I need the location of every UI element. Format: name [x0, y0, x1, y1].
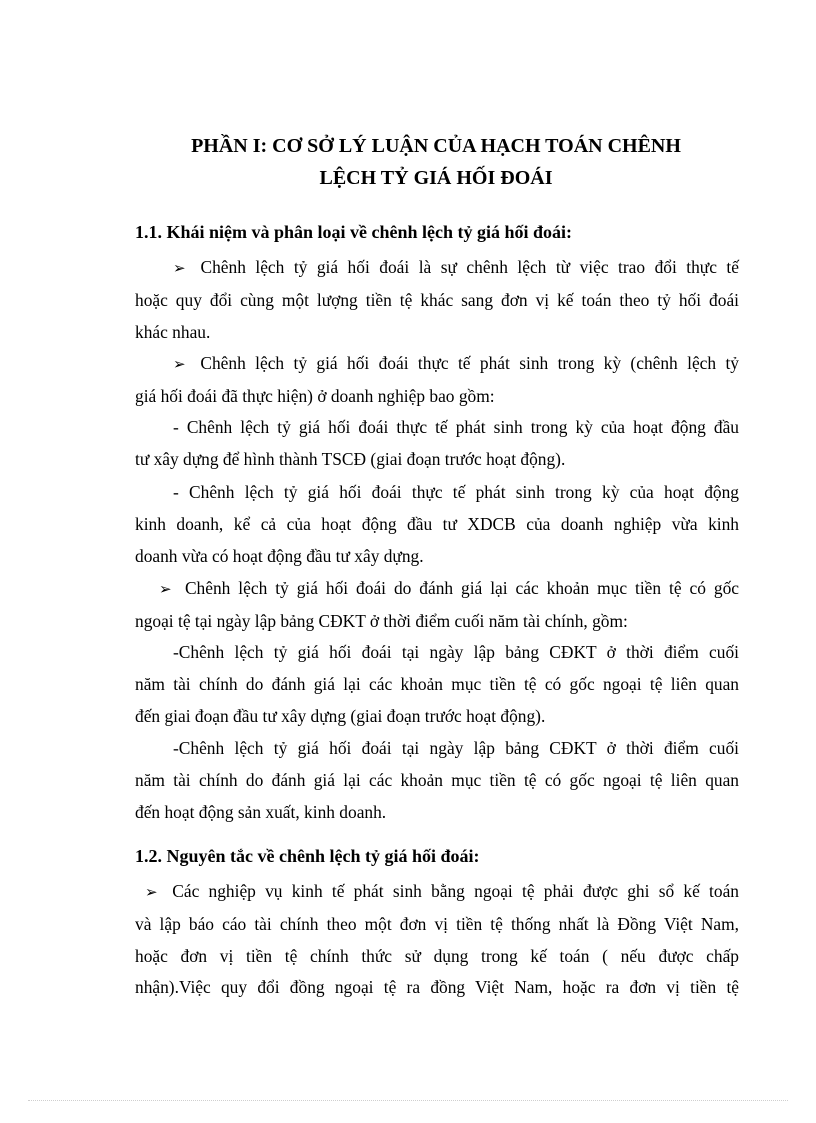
paragraph-line: doanh vừa có hoạt động đầu tư xây dựng.	[135, 545, 424, 566]
paragraph-line: Chênh lệch tỷ giá hối đoái thực tế phát sinh trong kỳ (chênh lệch tỷ	[200, 353, 739, 373]
paragraph-line: và lập báo cáo tài chính theo một đơn vị tiền tệ thống nhất là Đồng Việt Nam,	[135, 913, 739, 934]
paragraph-line: -Chênh lệch tỷ giá hối đoái tại ngày lập bảng CĐKT ở thời điểm cuối	[173, 642, 739, 662]
paragraph-line: Các nghiệp vụ kinh tế phát sinh bằng ngoại tệ phải được ghi sổ kế toán	[172, 881, 739, 901]
section-1-paragraph-3	[135, 412, 739, 476]
section-1-paragraph-6	[135, 637, 739, 732]
paragraph-line: - Chênh lệch tỷ giá hối đoái thực tế phát sinh trong kỳ của hoạt động đầu	[173, 417, 739, 437]
paragraph-line: ngoại tệ tại ngày lập bảng CĐKT ở thời điểm cuối năm tài chính, gồm:	[135, 610, 628, 631]
arrow-bullet-icon: ➢	[173, 355, 186, 373]
section-1-heading: 1.1. Khái niệm và phân loại về chênh lệch tỷ giá hối đoái:	[135, 222, 573, 242]
page-title	[100, 130, 772, 194]
paragraph-line: - Chênh lệch tỷ giá hối đoái thực tế phát sinh trong kỳ của hoạt động	[173, 482, 739, 502]
section-1-paragraph-4	[135, 477, 739, 572]
paragraph-line: -Chênh lệch tỷ giá hối đoái tại ngày lập bảng CĐKT ở thời điểm cuối	[173, 738, 739, 758]
paragraph-line: kinh doanh, kể cả của hoạt động đầu tư XDCB của doanh nghiệp vừa kinh	[135, 513, 739, 534]
section-2-heading: 1.2. Nguyên tắc về chênh lệch tỷ giá hối đoái:	[135, 846, 480, 866]
paragraph-line: năm tài chính do đánh giá lại các khoản mục tiền tệ có gốc ngoại tệ liên quan	[135, 673, 739, 694]
paragraph-line: tư xây dựng để hình thành TSCĐ (giai đoạn trước hoạt động).	[135, 448, 566, 469]
paragraph-line: giá hối đoái đã thực hiện) ở doanh nghiệp bao gồm:	[135, 385, 495, 406]
section-1-paragraph-1	[135, 252, 739, 348]
paragraph-line: hoặc quy đổi cùng một lượng tiền tệ khác sang đơn vị kế toán theo tỷ hối đoái	[135, 289, 739, 310]
arrow-bullet-icon: ➢	[159, 580, 172, 598]
section-2-paragraph-1	[135, 876, 739, 1004]
paragraph-line: đến giai đoạn đầu tư xây dựng (giai đoạn trước hoạt động).	[135, 705, 546, 726]
arrow-bullet-icon: ➢	[145, 883, 158, 901]
section-1-paragraph-2	[135, 348, 739, 413]
paragraph-line: hoặc đơn vị tiền tệ chính thức sử dụng trong kế toán ( nếu được chấp	[135, 945, 739, 966]
paragraph-line: Chênh lệch tỷ giá hối đoái do đánh giá lại các khoản mục tiền tệ có gốc	[184, 578, 739, 598]
section-1-paragraph-5	[135, 573, 739, 638]
paragraph-line: nhận).Việc quy đổi đồng ngoại tệ ra đồng Việt Nam, hoặc ra đơn vị tiền tệ	[135, 977, 739, 998]
paragraph-line: năm tài chính do đánh giá lại các khoản mục tiền tệ có gốc ngoại tệ liên quan	[135, 769, 739, 790]
page-footer-divider	[28, 1100, 788, 1101]
paragraph-line: khác nhau.	[135, 321, 211, 342]
arrow-bullet-icon: ➢	[173, 259, 186, 277]
paragraph-line: Chênh lệch tỷ giá hối đoái là sự chênh lệch từ việc trao đổi thực tế	[200, 257, 739, 277]
section-1-paragraph-7	[135, 733, 739, 828]
paragraph-line: đến hoạt động sản xuất, kinh doanh.	[135, 801, 387, 822]
title-line-1: PHẦN I: CƠ SỞ LÝ LUẬN CỦA HẠCH TOÁN CHÊNH	[191, 135, 681, 157]
title-line-2: LỆCH TỶ GIÁ HỐI ĐOÁI	[319, 167, 553, 189]
